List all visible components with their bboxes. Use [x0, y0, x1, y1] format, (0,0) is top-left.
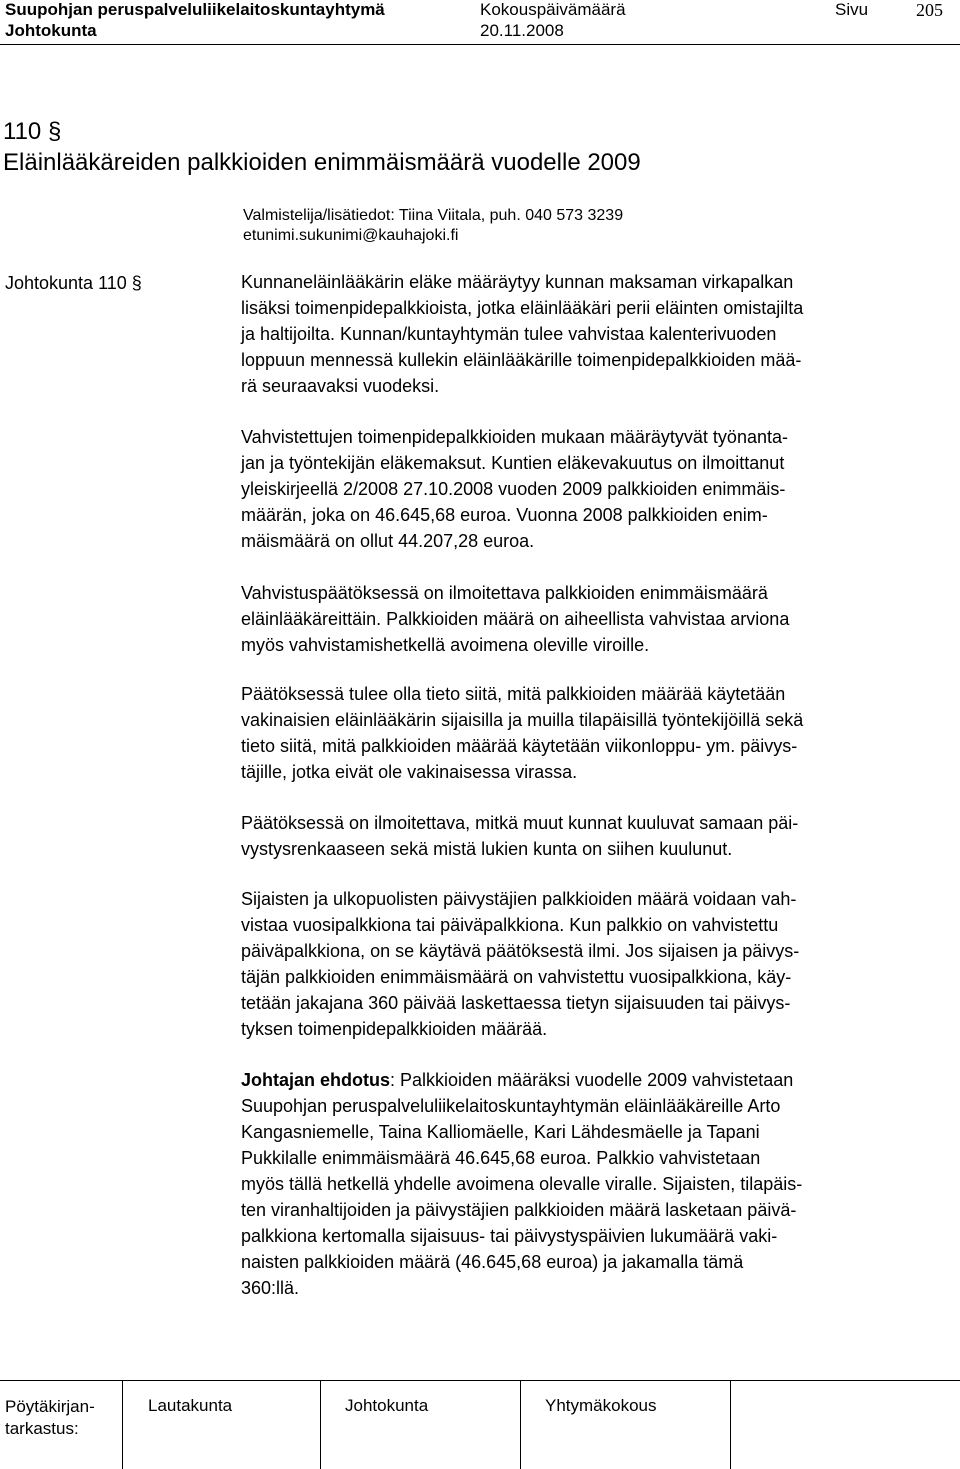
- section-number-line: [3, 117, 61, 147]
- body-name: Johtokunta: [5, 21, 97, 40]
- footer-separator: [122, 1381, 123, 1469]
- proposal-label: Johtajan ehdotus: [241, 1070, 391, 1090]
- paragraph-text: Vahvistuspäätöksessä on ilmoitettava palkkioiden enimmäismäärä eläinlääkäreittäin. Palkkioiden määrä on aiheellista vahvistaa arviona myös vahvistamishetkellä avoimena oleville viroille.: [241, 583, 790, 655]
- header-rule: [0, 44, 960, 45]
- paragraph-2: [241, 424, 941, 554]
- page-number: 205: [916, 0, 943, 20]
- paragraph-text: Kunnaneläinlääkärin eläke määräytyy kunnan maksaman virkapalkan lisäksi toimenpidepalkkioista, jotka eläinlääkäri perii eläinten omistajilta ja haltijoilta. Kunnan/kuntayhtymän tulee vahvistaa kalenterivuoden loppuun mennessä kullekin eläinlääkärille toimenpidepalkkioiden mää- rä seuraavaksi vuodeksi.: [241, 272, 804, 396]
- footer-rule: [0, 1380, 960, 1381]
- paragraph-1: [241, 269, 941, 399]
- page-label: Sivu: [835, 0, 869, 19]
- section-number: 110: [3, 118, 42, 145]
- side-label-text: Johtokunta 110: [5, 273, 127, 293]
- footer-board-label: Lautakunta: [148, 1396, 233, 1415]
- footer-joint-meeting-label: Yhtymäkokous: [545, 1396, 657, 1415]
- paragraph-6: [241, 886, 941, 1042]
- paragraph-text: Päätöksessä on ilmoitettava, mitkä muut kunnat kuuluvat samaan päi- vystysrenkaaseen sekä mistä lukien kunta on siihen kuulunut.: [241, 813, 799, 859]
- proposal-paragraph: [241, 1067, 941, 1301]
- footer-checker-label: Pöytäkirjan- tarkastus:: [5, 1397, 95, 1438]
- footer-separator: [520, 1381, 521, 1469]
- meeting-date: 20.11.2008: [480, 21, 564, 40]
- organization-name: Suupohjan peruspalveluliikelaitoskuntayhtymä: [5, 0, 385, 19]
- meeting-date-label: Kokouspäivämäärä: [480, 0, 626, 19]
- proposal-text: : Palkkioiden määräksi vuodelle 2009 vahvistetaan Suupohjan peruspalveluliikelaitoskuntayhtymän eläinlääkäreille Arto Kangasniemelle, Taina Kalliomäelle, Kari Lähdesmäelle ja Tapani Pukkilalle enimmäismäärä 46.645,68 euroa. Palkkio vahvistetaan myös tällä hetkellä yhdelle avoimena olevalle viralle. Sijaisten, tilapäis- ten viranhaltijoiden ja päivystäjien palkkioiden määrä lasketaan päivä- palkkiona kertomalla sijaisuus- tai päivystyspäivien lukumäärä vaki- naisten palkkioiden määrä (46.645,68 euroa) ja jakamalla tämä 360:llä.: [241, 1070, 803, 1298]
- section-symbol: §: [47, 118, 62, 145]
- side-label: [5, 272, 142, 294]
- director-proposal: [241, 1067, 941, 1301]
- preparer-line: Valmistelija/lisätiedot: Tiina Viitala, puh. 040 573 3239: [243, 207, 624, 224]
- preparer-email: etunimi.sukunimi@kauhajoki.fi: [243, 227, 459, 244]
- paragraph-text: Sijaisten ja ulkopuolisten päivystäjien palkkioiden määrä voidaan vah- vistaa vuosipalkkiona tai päiväpalkkiona. Kun palkkio on vahvistettu päiväpalkkiona, on se käytävä päätöksestä ilmi. Jos sijaisen ja päivys- täjän palkkioiden enimmäismäärä on vahvistettu vuosipalkkiona, käy- tetään jakajana 360 päivää laskettaessa tietyn sijaisuuden tai päivys- tyksen toimenpidepalkkioiden määrää.: [241, 889, 800, 1039]
- section-title: Eläinlääkäreiden palkkioiden enimmäismäärä vuodelle 2009: [3, 149, 641, 176]
- paragraph-3: [241, 580, 941, 658]
- paragraph-text: Vahvistettujen toimenpidepalkkioiden mukaan määräytyvät työnanta- jan ja työntekijän eläkemaksut. Kuntien eläkevakuutus on ilmoittanut yleiskirjeellä 2/2008 27.10.2008 vuoden 2009 palkkioiden enimmäis- määrän, joka on 46.645,68 euroa. Vuonna 2008 palkkioiden enim- mäismäärä on ollut 44.207,28 euroa.: [241, 427, 788, 551]
- paragraph-5: [241, 810, 941, 862]
- footer-johtokunta-label: Johtokunta: [345, 1396, 429, 1415]
- side-section-symbol: §: [131, 273, 142, 293]
- footer-separator: [320, 1381, 321, 1469]
- paragraph-4: [241, 681, 941, 785]
- footer-separator: [730, 1381, 731, 1469]
- paragraph-text: Päätöksessä tulee olla tieto siitä, mitä palkkioiden määrää käytetään vakinaisien eläinlääkärin sijaisilla ja muilla tilapäisillä työntekijöillä sekä tieto siitä, mitä palkkioiden määrää käytetään viikonloppu- ym. päivys- täjille, jotka eivät ole vakinaisessa virassa.: [241, 684, 804, 782]
